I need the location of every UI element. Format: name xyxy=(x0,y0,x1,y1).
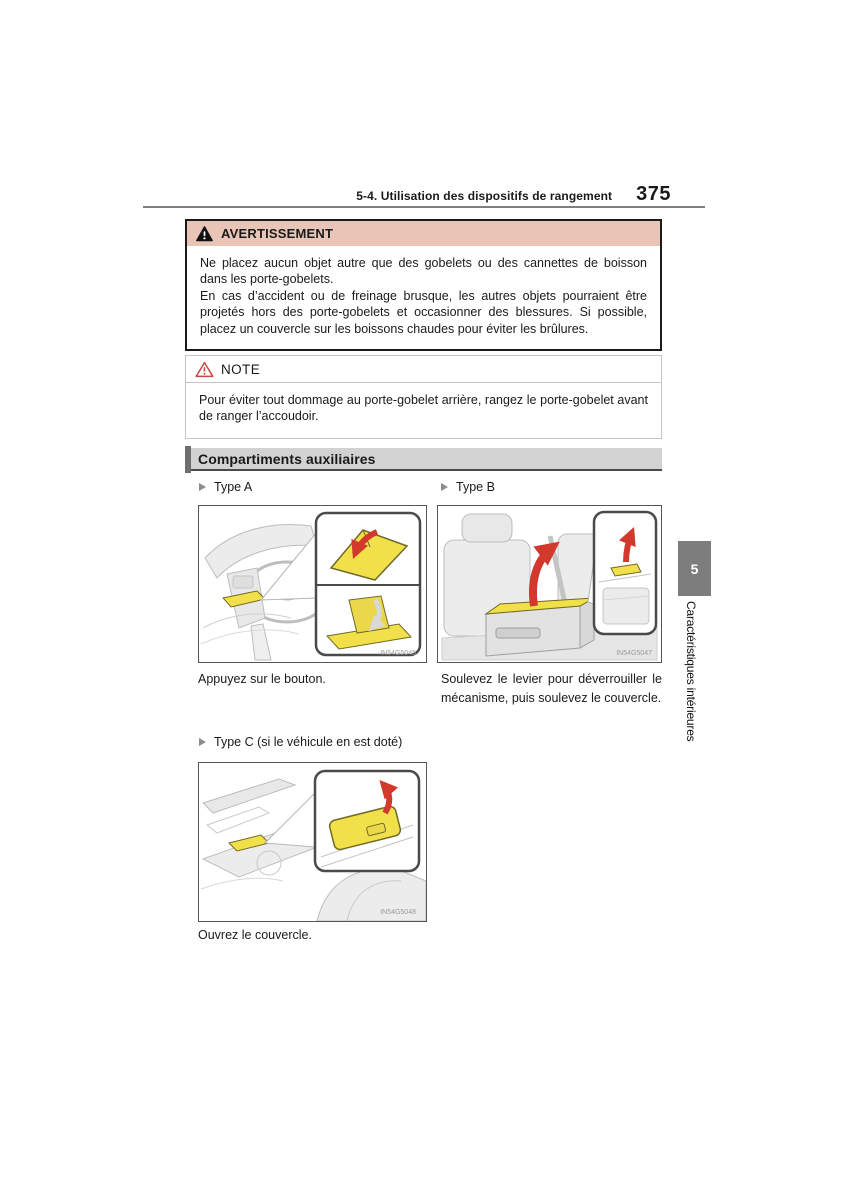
section-header xyxy=(185,448,662,471)
warning-triangle-icon xyxy=(196,226,213,242)
figure-type-b-illustration xyxy=(438,506,661,662)
warning-paragraph: En cas d’accident ou de freinage brusque, les autres objets pourraient être projetés hors des porte-gobelets et occasionner des blessures. Si possible, placez un couvercle sur les boissons chaudes pour éviter les brûlures. xyxy=(200,288,647,336)
warning-box xyxy=(185,219,662,351)
note-box-header xyxy=(186,356,661,383)
figure-type-c-illustration xyxy=(199,763,426,921)
figure-type-a-illustration xyxy=(199,506,426,662)
page-header xyxy=(143,183,705,203)
note-triangle-icon xyxy=(195,361,214,378)
type-b-label: Type B xyxy=(456,480,495,494)
figure-type-a-caption: Appuyez sur le bouton. xyxy=(198,672,326,686)
figure-type-b xyxy=(437,505,662,663)
bullet-triangle-icon xyxy=(199,483,206,491)
note-body: Pour éviter tout dommage au porte-gobelet arrière, rangez le porte-gobelet avant de ranger l’accoudoir. xyxy=(199,393,648,424)
page-number: 375 xyxy=(636,183,671,205)
warning-body xyxy=(187,246,660,349)
warning-title: AVERTISSEMENT xyxy=(221,226,334,241)
chapter-tab-number: 5 xyxy=(678,541,711,596)
breadcrumb: 5-4. Utilisation des dispositifs de rangement xyxy=(356,189,613,203)
figure-type-a xyxy=(198,505,427,663)
header-rule xyxy=(143,206,705,208)
figure-code: IN54G5048 xyxy=(380,909,416,916)
section-title: Compartiments auxiliaires xyxy=(198,450,376,467)
figure-code: IN54G5047 xyxy=(616,650,652,657)
note-title: NOTE xyxy=(221,362,261,377)
figure-type-c-caption: Ouvrez le couvercle. xyxy=(198,928,312,942)
figure-type-b-caption: Soulevez le levier pour déverrouiller le mécanisme, puis soulevez le couvercle. xyxy=(441,672,662,705)
bullet-triangle-icon xyxy=(441,483,448,491)
type-a-label-row xyxy=(199,480,252,494)
bullet-triangle-icon xyxy=(199,738,206,746)
type-c-label: Type C (si le véhicule en est doté) xyxy=(214,735,403,749)
chapter-tab-label: Caractéristiques intérieures xyxy=(684,601,698,742)
warning-box-header xyxy=(187,221,660,246)
note-box xyxy=(185,355,662,439)
type-c-label-row xyxy=(199,735,402,749)
warning-paragraph: Ne placez aucun objet autre que des gobelets ou des cannettes de boisson dans les porte-gobelets. xyxy=(200,256,647,287)
type-a-label: Type A xyxy=(214,480,253,494)
figure-code: IN54G5045 xyxy=(380,650,416,657)
type-b-label-row xyxy=(441,480,495,494)
section-accent-bar xyxy=(185,446,191,473)
figure-type-c xyxy=(198,762,427,922)
